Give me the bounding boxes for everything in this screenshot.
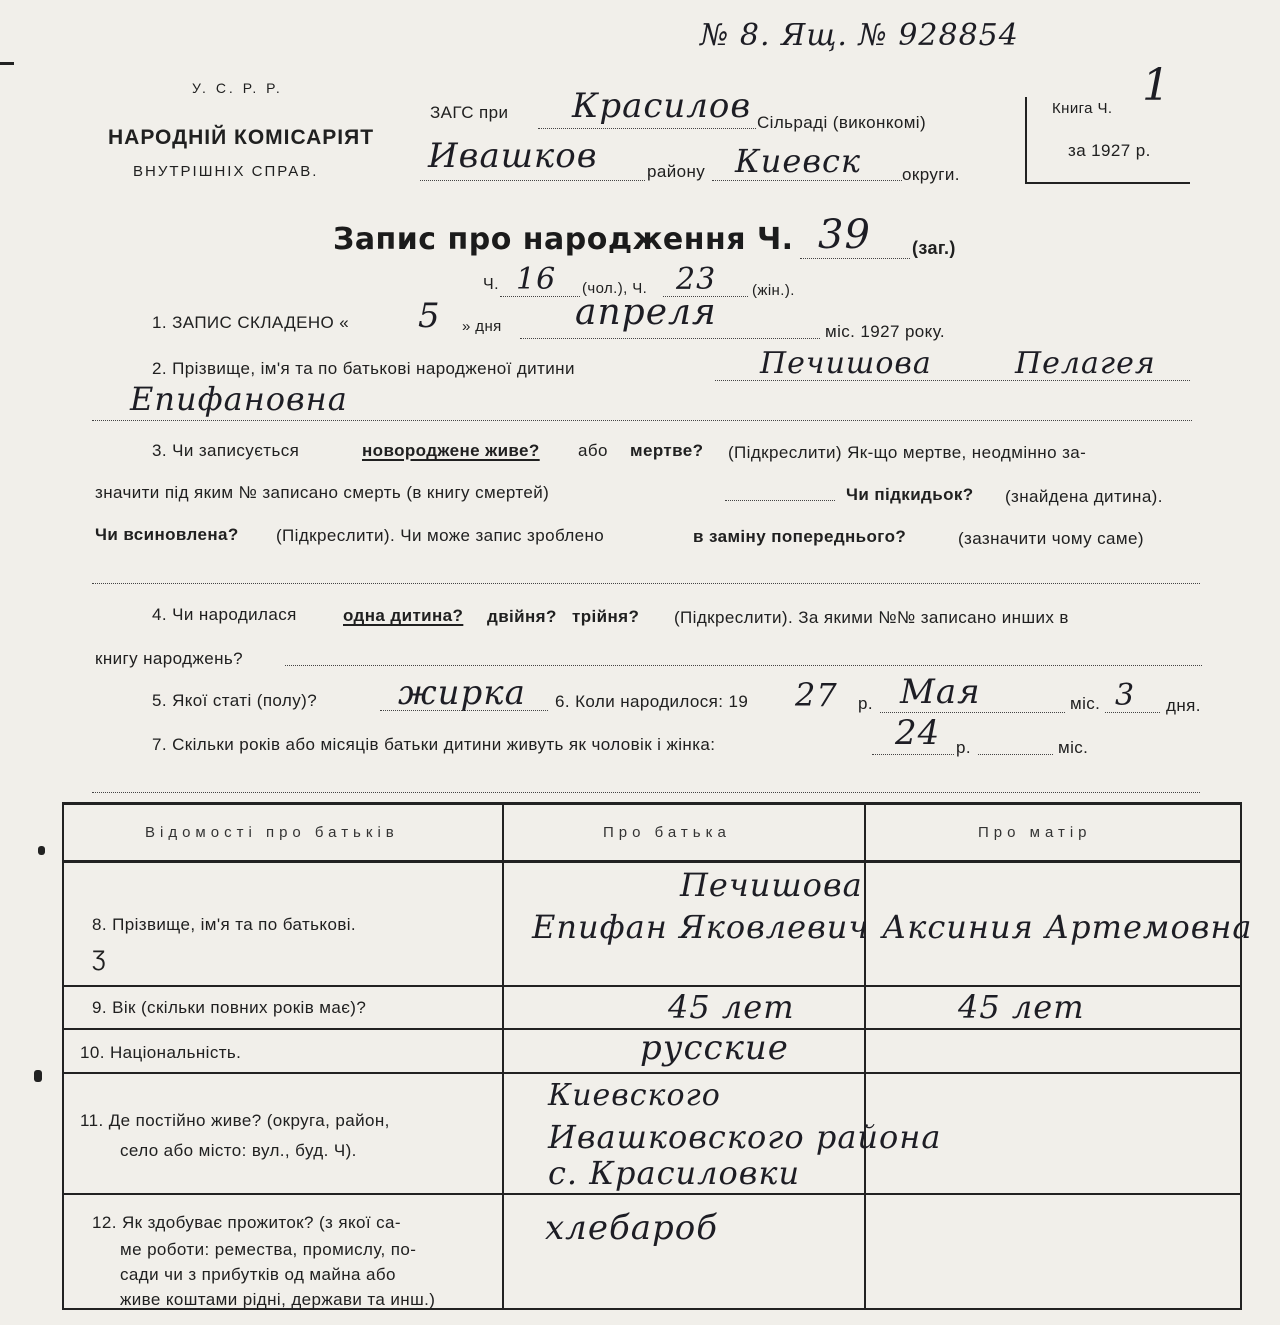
col-header-mother: Про матір [978, 824, 1092, 841]
item5-value: жирка [398, 673, 526, 713]
item6-month: Мая [900, 672, 981, 712]
title-suffix: (заг.) [912, 238, 956, 258]
zags-label: ЗАГС при [430, 103, 509, 122]
item4-a: 4. Чи народилася [152, 605, 297, 624]
item4-rest: (Підкреслити). За якими №№ записано инших в [674, 608, 1069, 627]
item7-mis: міс. [1058, 738, 1089, 757]
district-value: Ивашков [428, 136, 598, 176]
item1-end: міс. 1927 року. [825, 322, 946, 341]
district-label: району [647, 162, 706, 181]
commissariat-label: НАРОДНІЙ КОМІСАРІЯТ [108, 126, 375, 149]
item2-value-c: Епифановна [130, 380, 348, 418]
item3-line3-mid: (Підкреслити). Чи може запис зроблено [276, 526, 605, 545]
row11-label-b: село або місто: вул., буд. Ч). [120, 1141, 357, 1160]
item3-found-rest: (знайдена дитина). [1005, 487, 1163, 506]
item3-adopted: Чи всиновлена? [95, 525, 239, 544]
no-label: Ч. [483, 276, 499, 293]
item2-value-a: Печишова [760, 346, 932, 381]
okrug-value: Киевск [735, 142, 861, 180]
row9-father: 45 лет [668, 988, 795, 1026]
item1-day: 5 [418, 296, 441, 336]
male-number: 16 [516, 262, 557, 297]
item3-replace: в заміну попереднього? [693, 527, 907, 546]
row12-label-d: живе коштами рідні, держави та инш.) [120, 1290, 436, 1309]
row12-label-b: ме роботи: ремества, промислу, по- [120, 1240, 417, 1259]
okrug-label: округи. [902, 165, 960, 184]
item1-month: апреля [575, 292, 717, 333]
document-title: Запис про народження Ч. [333, 222, 794, 257]
village-council-label: Сільраді (виконкомі) [757, 113, 927, 132]
item3-rest: (Підкреслити) Як-що мертве, неодмінно за- [728, 443, 1087, 462]
row11-line1: Киевского [548, 1078, 721, 1113]
item4-line2: книгу народжень? [95, 649, 243, 668]
republic-label: У. С. Р. Р. [192, 80, 283, 96]
edge-mark [0, 62, 14, 65]
book-label: Книга Ч. [1052, 100, 1113, 117]
row8-surname: Печишова [680, 866, 863, 904]
item7-label: 7. Скільки років або місяців батьки дитини живуть як чоловік і жінка: [152, 735, 716, 754]
item3-a: 3. Чи записується [152, 441, 300, 460]
col-header-father: Про батька [603, 824, 731, 841]
row8-label: 8. Прізвище, ім'я та по батькові. [92, 915, 357, 934]
item3-found: Чи підкидьок? [846, 485, 974, 504]
item7-years: 24 [895, 713, 941, 753]
item4-two: двійня? [487, 607, 557, 626]
item6-year: 27 [795, 676, 838, 714]
top-annotation: № 8. Ящ. № 928854 [700, 18, 1019, 53]
row10-value: русские [640, 1028, 789, 1068]
item6-r: р. [858, 694, 873, 713]
zags-value: Красилов [572, 86, 752, 126]
edge-mark [38, 846, 45, 855]
item5-label: 5. Якої статі (полу)? [152, 691, 318, 710]
item3-dead: мертве? [630, 441, 704, 460]
row10-label: 10. Національність. [80, 1043, 242, 1062]
item2-label: 2. Прізвище, ім'я та по батькові народженої дитини [152, 359, 575, 378]
male-label: (чол.), Ч. [582, 280, 648, 297]
row11-label-a: 11. Де постійно живе? (округа, район, [80, 1111, 390, 1130]
row12-label-c: сади чи з прибутків од майна або [120, 1265, 396, 1284]
row12-label-a: 12. Як здобуває прожиток? (з якої са- [92, 1213, 401, 1232]
edge-mark [34, 1070, 42, 1082]
item3-line3-end: (зазначити чому саме) [958, 529, 1144, 548]
item6-label: 6. Коли народилося: 19 [555, 692, 749, 711]
item3-line2: значити під яким № записано смерть (в книгу смертей) [95, 483, 550, 502]
department-label: ВНУТРІШНІХ СПРАВ. [133, 163, 319, 180]
item4-three: трійня? [572, 607, 640, 626]
row11-line2: Ивашковского района [548, 1118, 942, 1156]
item6-mis: міс. [1070, 694, 1101, 713]
item3-alive: новороджене живе? [362, 441, 540, 460]
item6-day: 3 [1115, 678, 1136, 713]
item4-one: одна дитина? [343, 606, 464, 625]
item2-value-b: Пелагея [1015, 346, 1156, 381]
item3-or: або [578, 441, 608, 460]
row8-father: Епифан Яковлевич [532, 908, 870, 946]
record-number: 39 [818, 212, 871, 258]
item1-label: 1. ЗАПИС СКЛАДЕНО « [152, 313, 350, 332]
row11-line3: с. Красиловки [548, 1154, 801, 1192]
row8-mark: Ʒ [92, 946, 106, 971]
female-label: (жін.). [752, 282, 795, 299]
item1-mid: » дня [462, 318, 502, 335]
row12-value: хлебароб [545, 1208, 718, 1248]
book-value: 1 [1142, 60, 1171, 111]
row9-label: 9. Вік (скільки повних років має)? [92, 998, 367, 1017]
row9-mother: 45 лет [958, 988, 1085, 1026]
item6-dnya: дня. [1166, 696, 1201, 715]
item7-r: р. [956, 738, 971, 757]
female-number: 23 [676, 262, 717, 297]
book-year: за 1927 р. [1068, 141, 1151, 160]
col-header-info: Відомості про батьків [145, 824, 399, 841]
row8-mother: Аксиния Артемовна [882, 908, 1253, 946]
